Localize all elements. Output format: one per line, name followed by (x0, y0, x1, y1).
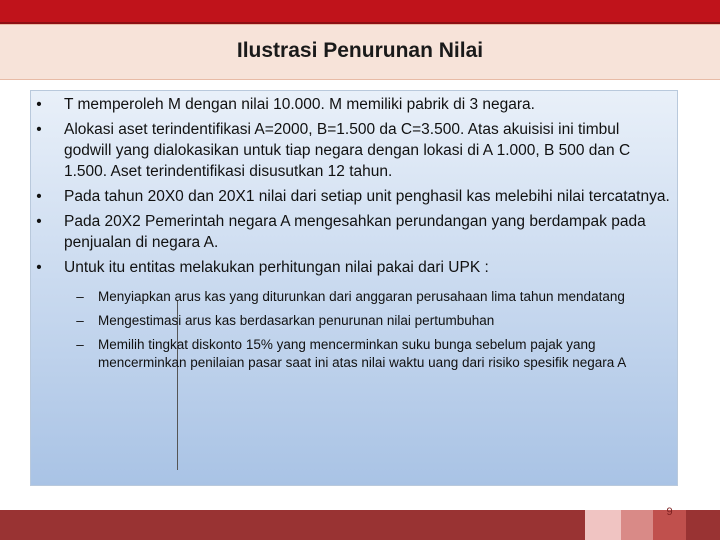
bullet-item (30, 211, 670, 253)
sub-bullet-item (64, 288, 670, 306)
bullet-dot: • (36, 213, 42, 230)
footer-bar (0, 510, 585, 540)
bullet-dot: • (36, 121, 42, 138)
slide-title: Ilustrasi Penurunan Nilai (236, 39, 484, 62)
bullet-item (30, 94, 670, 115)
sub-bullet-text: Mengestimasi arus kas berdasarkan penurunan nilai pertumbuhan (98, 313, 495, 328)
footer-block (585, 510, 621, 540)
dash-mark: – (76, 337, 84, 352)
bullet-text: Untuk itu entitas melakukan perhitungan nilai pakai dari UPK : (64, 259, 489, 276)
bullet-item (30, 257, 670, 372)
footer-block (686, 510, 720, 540)
bullet-text: Pada 20X2 Pemerintah negara A mengesahkan perundangan yang berdampak pada penjualan di negara A. (64, 213, 646, 251)
sub-bullet-text: Memilih tingkat diskonto 15% yang mencerminkan suku bunga sebelum pajak yang mencerminkan penilaian pasar saat ini atas nilai waktu uang dari risiko spesifik negara A (98, 337, 627, 370)
footer-block (621, 510, 653, 540)
bullet-list (30, 94, 670, 378)
bullet-text: Alokasi aset terindentifikasi A=2000, B=1.500 da C=3.500. Atas akuisisi ini timbul godwill yang dialokasikan untuk tiap negara dengan lokasi di A 1.000, B 500 dan C 1.500. Aset terindentifikasi disusutkan 12 tahun. (64, 121, 631, 180)
sub-bullet-text: Menyiapkan arus kas yang diturunkan dari anggaran perusahaan lima tahun mendatang (98, 289, 625, 304)
sub-bullet-list (64, 288, 670, 372)
bullet-dot: • (36, 96, 42, 113)
bullet-dot: • (36, 188, 42, 205)
top-accent-bar (0, 0, 720, 24)
page-number: 9 (666, 506, 673, 518)
bullet-item (30, 119, 670, 182)
sub-bullet-item (64, 336, 670, 372)
dash-mark: – (76, 313, 84, 328)
bullet-text: Pada tahun 20X0 dan 20X1 nilai dari setiap unit penghasil kas melebihi nilai tercatatnya. (64, 188, 670, 205)
bullet-dot: • (36, 259, 42, 276)
bullet-item (30, 186, 670, 207)
bullet-text: T memperoleh M dengan nilai 10.000. M memiliki pabrik di 3 negara. (64, 96, 535, 113)
sub-bullet-item (64, 312, 670, 330)
dash-mark: – (76, 289, 84, 304)
